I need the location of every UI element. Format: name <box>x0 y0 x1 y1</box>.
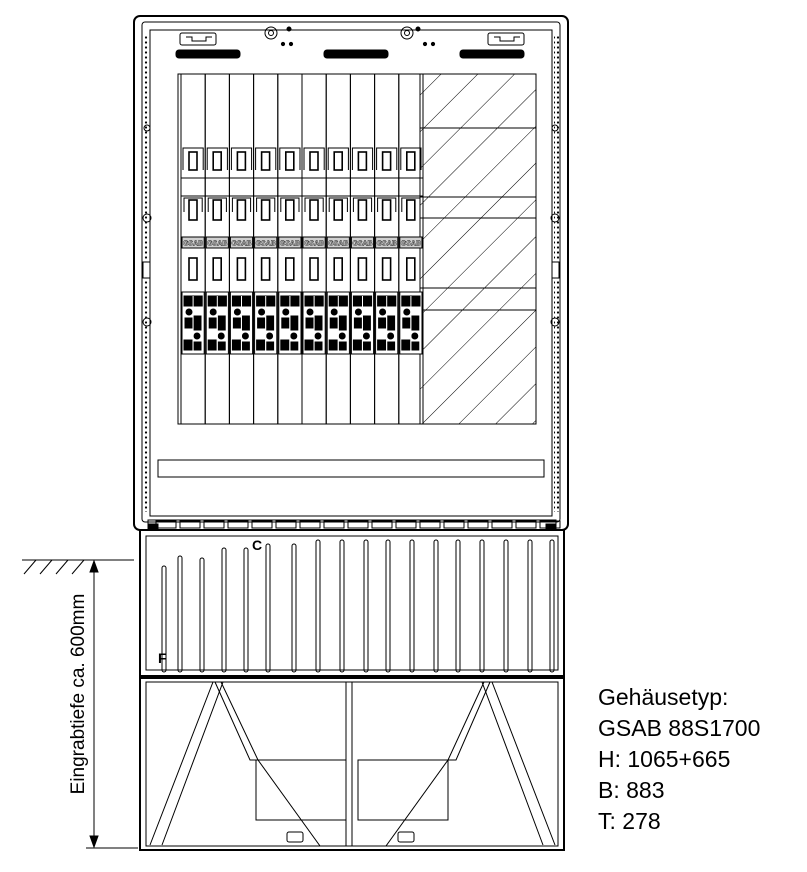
housing-model: GSAB 88S1700 <box>598 715 761 741</box>
fuse-module <box>205 74 229 424</box>
module-label: GSAB <box>352 240 373 248</box>
ventilation-slot <box>200 558 204 672</box>
module-label: GSAB <box>328 240 349 248</box>
fuse-module <box>302 74 326 424</box>
ventilation-slot <box>386 540 390 672</box>
burial-depth-label: Eingrabtiefe ca. 600mm <box>68 593 89 795</box>
housing-type-heading: Gehäusetyp: <box>598 684 729 710</box>
ventilation-slot <box>480 540 484 672</box>
module-label: GSAB <box>376 240 397 248</box>
ventilation-slot <box>410 540 414 672</box>
label-strip <box>158 460 544 477</box>
module-label: GSAB <box>303 240 325 248</box>
housing-depth: T: 278 <box>598 808 661 834</box>
plinth <box>140 520 564 676</box>
ventilation-slot <box>550 540 554 672</box>
ventilation-slot <box>456 540 460 672</box>
ventilation-slot <box>528 540 532 672</box>
plinth-marker-c: C <box>252 537 263 553</box>
top-hardware <box>176 27 524 58</box>
plinth-marker-f: F <box>158 650 167 666</box>
module-label: GSAB <box>255 240 276 248</box>
fuse-module <box>399 74 423 424</box>
ground-line <box>22 560 134 574</box>
depth-dimension-line <box>86 561 138 848</box>
ventilation-slot <box>244 548 248 672</box>
fuse-module <box>229 74 253 424</box>
fuse-module <box>326 74 350 424</box>
ventilation-slot <box>340 540 344 672</box>
ventilation-slot <box>222 548 226 672</box>
fuse-module <box>278 74 302 424</box>
plinth-ventilation-slots <box>156 521 560 672</box>
base-frame <box>140 678 564 850</box>
ventilation-slot <box>316 540 320 672</box>
fuse-module <box>350 74 374 424</box>
fuse-module <box>181 74 205 424</box>
module-label: GSAB <box>279 240 301 248</box>
module-label: GSAB <box>400 240 422 248</box>
module-label: GSAB <box>182 240 204 248</box>
reserved-hatched-area <box>420 74 536 424</box>
module-label: GSAB <box>231 240 252 248</box>
right-latch <box>552 262 559 278</box>
ventilation-slot <box>266 544 270 672</box>
fuse-module <box>375 74 399 424</box>
left-latch <box>143 262 150 278</box>
housing-width: B: 883 <box>598 777 665 803</box>
ventilation-slot <box>434 540 438 672</box>
fuse-module-group <box>181 74 423 424</box>
housing-height: H: 1065+665 <box>598 746 731 772</box>
mounting-plate <box>158 74 544 477</box>
fuse-module <box>254 74 278 424</box>
ventilation-slot <box>292 544 296 672</box>
ventilation-slot <box>504 540 508 672</box>
ventilation-slot <box>178 556 182 672</box>
ventilation-slot <box>364 540 368 672</box>
module-label: GSAB <box>207 240 228 248</box>
